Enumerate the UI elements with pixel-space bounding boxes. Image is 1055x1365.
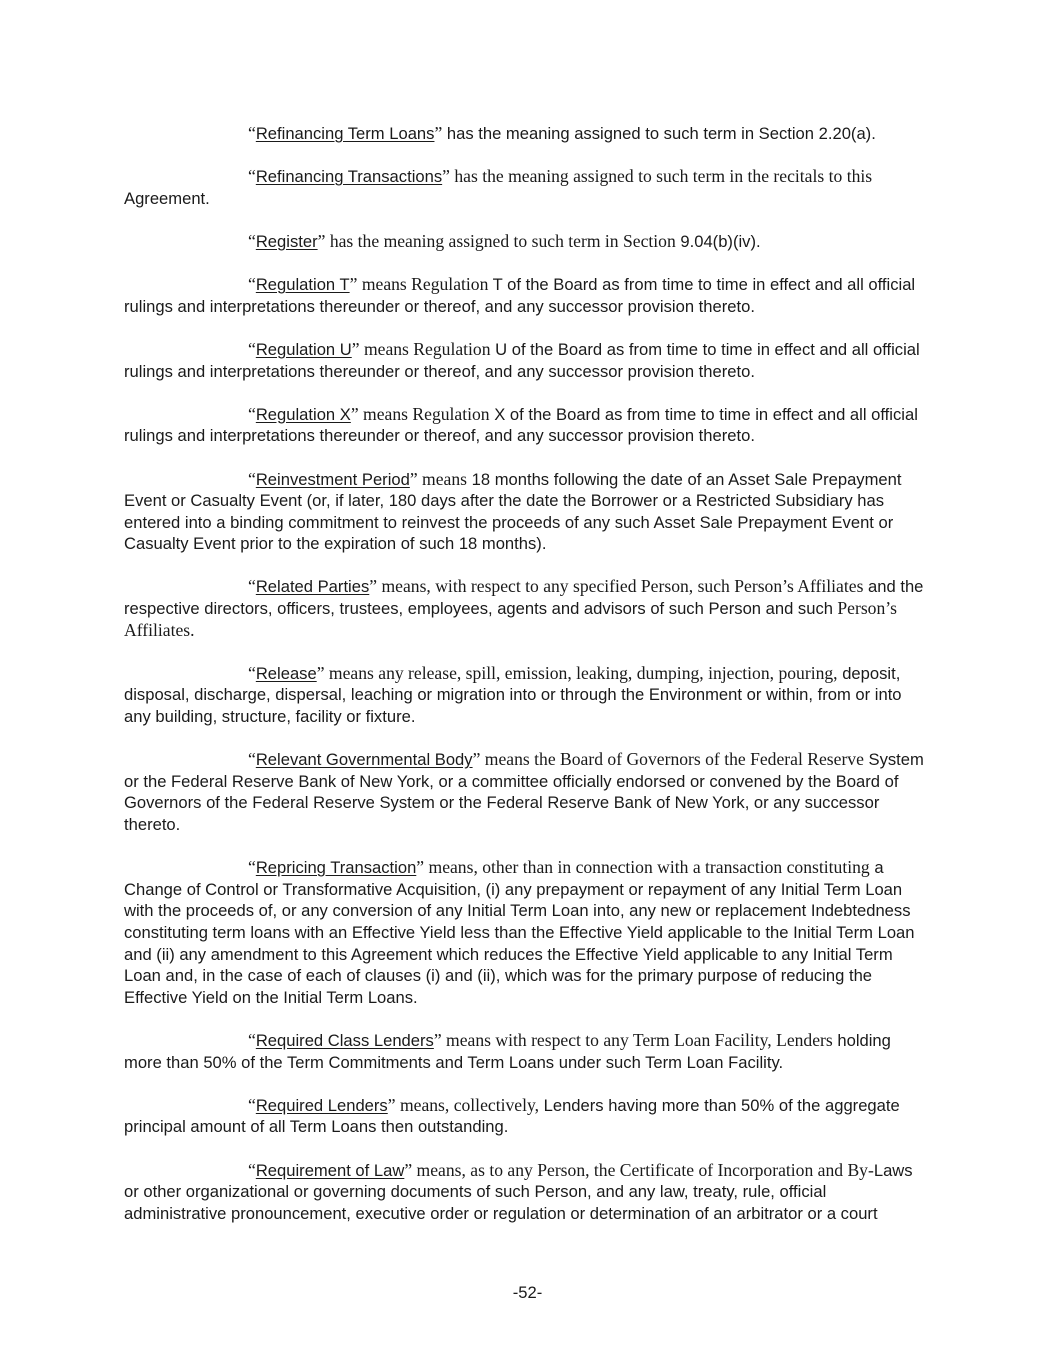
defined-term: Regulation X [255,404,351,424]
definition-text-serif: means, collectively, [395,1094,540,1115]
definition-text-serif: has the meaning assigned to such term in the recitals to this [449,166,873,187]
definition-text: 9.04(b)(iv). [675,231,761,251]
defined-term: Refinancing Transactions [255,167,443,187]
defined-term: Required Lenders [255,1095,388,1115]
defined-term: Regulation T [255,275,350,295]
definition-release: “Release” means any release, spill, emission, leaking, dumping, injection, pouring, deposit, disposal, discharge, dispersal, leaching or migration into or through the Environment or within, from or into any building, structure, facility or fixture. [124,662,902,727]
definition-regulation-x: “Regulation X” means Regulation X of the Board as from time to time in effect and all official rulings and interpretations thereunder or thereof, and any successor provision thereto. [124,403,918,446]
definition-regulation-u: “Regulation U” means Regulation U of the Board as from time to time in effect and all official rulings and interpretations thereunder or thereof, and any successor provision thereto. [124,338,920,381]
definition-text: Laws or other organizational or governing documents of such Person, and any law, treaty, rule, official administrative pronouncement, executive order or regulation or determination of an arbitrator or a court [124,1160,913,1223]
definition-text: U of the Board as from time to time in effect and all official rulings and interpretations thereunder or thereof, and any successor provision thereto. [124,339,920,381]
definition-requirement-of-law: “Requirement of Law” means, as to any Person, the Certificate of Incorporation and By-Laws or other organizational or governing documents of such Person, and any law, treaty, rule, official administrative pronouncement, executive order or regulation or determination of an arbitrator or a court [124,1159,913,1223]
definition-text: and the respective directors, officers, trustees, employees, agents and advisors of such Person and such [124,577,924,619]
defined-term: Release [255,663,317,683]
definition-text: T of the Board as from time to time in effect and all official rulings and interpretations thereunder or thereof, and any successor provision thereto. [124,275,916,316]
definition-refinancing-term-loans: “Refinancing Term Loans” has the meaning assigned to such term in Section 2.20(a). [248,123,876,143]
definition-text-serif: means any release, spill, emission, leaking, dumping, injection, pouring, [324,662,838,683]
definition-text-serif: has the meaning assigned to such term in Section [325,230,676,251]
defined-term: Related Parties [255,577,370,597]
definition-text: has the meaning assigned to such term in Section 2.20(a). [442,124,876,143]
page-number: -52- [512,1283,543,1302]
definition-regulation-t: “Regulation T” means Regulation T of the Board as from time to time in effect and all official rulings and interpretations thereunder or thereof, and any successor provision thereto. [124,274,916,316]
definition-required-lenders: “Required Lenders” means, collectively, Lenders having more than 50% of the aggregate principal amount of all Term Loans then outstanding. [124,1094,900,1137]
definition-text: Lenders having more than 50% of the aggregate principal amount of all Term Loans then outstanding. [124,1095,900,1137]
definition-text: deposit, disposal, discharge, dispersal, leaching or migration into or through the Environment or within, from or into any building, structure, facility or fixture. [124,663,902,727]
definition-text-serif: means Regulation [357,274,489,295]
definition-refinancing-transactions: “Refinancing Transactions” has the meaning assigned to such term in the recitals to this Agreement. [124,166,873,208]
definition-tail-serif: Person’s Affiliates. [124,598,898,640]
defined-term: Requirement of Law [255,1160,405,1180]
definition-repricing-transaction: “Repricing Transaction” means, other than in connection with a transaction constituting a Change of Control or Transformative Acquisition, (i) any prepayment or repayment of any Initial Term Loan with the proceeds of, or any conversion of any Initial Term Loan into, any new or replacement Indebtedness constituting term loans with an Effective Yield less than the Effective Yield applicable to the Initial Term Loan and (ii) any amendment to this Agreement which reduces the Effective Yield applicable to any Initial Term Loan and, in the case of each of clauses (i) and (ii), which was for the primary purpose of reducing the Effective Yield on the Initial Term Loans. [124,857,915,1007]
definition-relevant-governmental-body: “Relevant Governmental Body” means the Board of Governors of the Federal Reserve System or the Federal Reserve Bank of New York, or a committee officially endorsed or convened by the Board of Governors of the Federal Reserve System or the Federal Reserve Bank of New York, or any successor thereto. [124,749,924,834]
definition-related-parties: “Related Parties” means, with respect to any specified Person, such Person’s Affiliates and the respective directors, officers, trustees, employees, agents and advisors of such Person and such Person’s Affiliates. [124,576,924,640]
definition-text: System or the Federal Reserve Bank of New York, or a committee officially endorsed or convened by the Board of Governors of the Federal Reserve System or the Federal Reserve Bank of New York, or any successor thereto. [124,750,924,834]
definition-text-serif: means, other than in connection with a transaction constituting [424,857,870,878]
definition-text-serif: means, with respect to any specified Person, such Person’s Affiliates [377,576,864,597]
defined-term: Relevant Governmental Body [255,750,473,770]
definition-reinvestment-period: “Reinvestment Period” means 18 months following the date of an Asset Sale Prepayment Event or Casualty Event (or, if later, 180 days after the date the Borrower or a Restricted Subsidiary has entered into a binding commitment to reinvest the proceeds of any such Asset Sale Prepayment Event or Casualty Event prior to the expiration of such 18 months). [124,468,902,554]
definition-text-serif: means [417,468,468,489]
definition-text-serif: means with respect to any Term Loan Facility, Lenders [441,1029,833,1050]
definition-text-serif: means, as to any Person, the Certificate of Incorporation and By- [412,1159,874,1180]
defined-term: Repricing Transaction [255,858,417,878]
defined-term: Register [255,231,318,251]
definition-register: “Register” has the meaning assigned to such term in Section 9.04(b)(iv). [248,230,761,251]
definition-required-class-lenders: “Required Class Lenders” means with respect to any Term Loan Facility, Lenders holding more than 50% of the Term Commitments and Term Loans under such Term Loan Facility. [124,1029,891,1072]
defined-term: Required Class Lenders [255,1030,434,1050]
definition-text-serif: means Regulation [358,403,490,424]
definition-text-serif: means Regulation [359,338,491,359]
defined-term: Reinvestment Period [255,469,410,489]
definition-text: 18 months following the date of an Asset Sale Prepayment Event or Casualty Event (or, if later, 180 days after the date the Borrower or a Restricted Subsidiary has entered into a binding commitment to reinvest the proceeds of any such Asset Sale Prepayment Event or Casualty Event prior to the expiration of such 18 months). [124,469,902,554]
defined-term: Regulation U [255,339,352,359]
definition-text-serif: means the Board of Governors of the Federal Reserve [480,749,864,770]
definition-text: X of the Board as from time to time in effect and all official rulings and interpretations thereunder or thereof, and any successor provision thereto. [124,404,918,446]
definitions-list [124,123,924,1246]
definition-text: holding more than 50% of the Term Commitments and Term Loans under such Term Loan Facility. [124,1030,891,1072]
definition-text: Agreement. [124,188,210,208]
defined-term: Refinancing Term Loans [255,124,435,143]
definition-text: a Change of Control or Transformative Acquisition, (i) any prepayment or repayment of any Initial Term Loan with the proceeds of, or any conversion of any Initial Term Loan into, any new or replacement Indebtedness constituting term loans with an Effective Yield less than the Effective Yield applicable to the Initial Term Loan and (ii) any amendment to this Agreement which reduces the Effective Yield applicable to any Initial Term Loan and, in the case of each of clauses (i) and (ii), which was for the primary purpose of reducing the Effective Yield on the Initial Term Loans. [124,858,915,1007]
